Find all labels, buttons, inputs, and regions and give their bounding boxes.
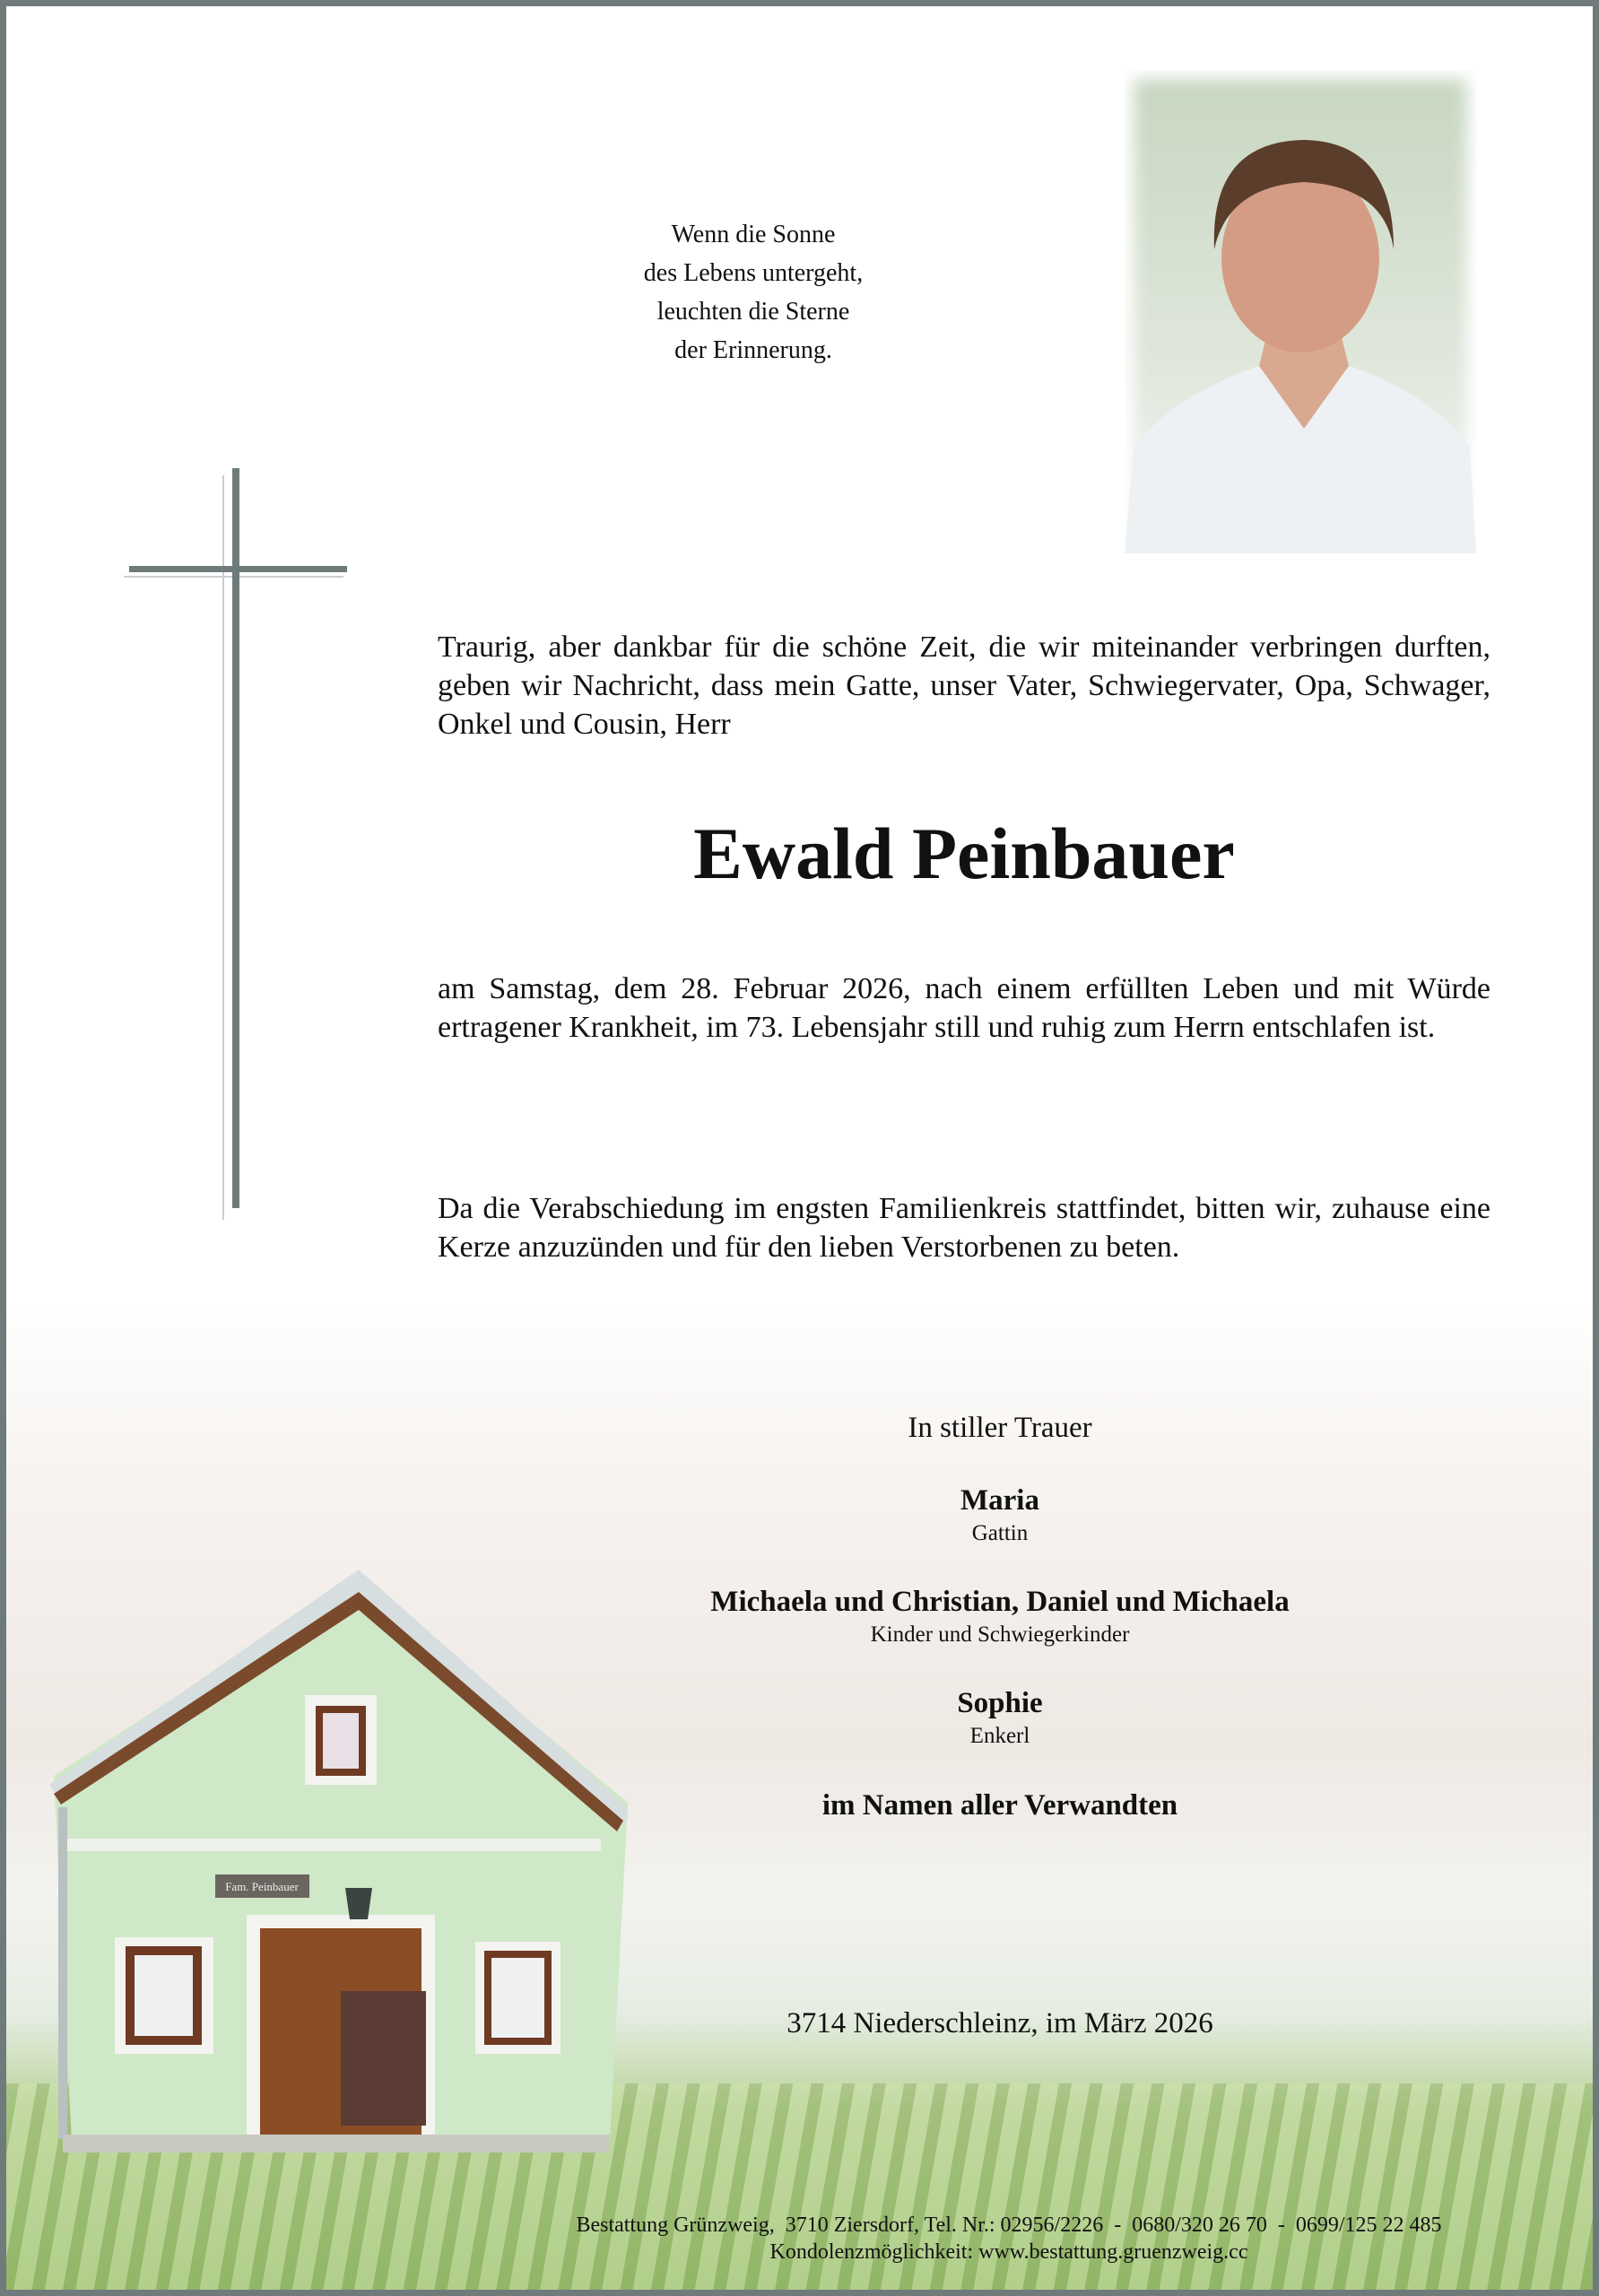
- mourner-names: Sophie: [957, 1687, 1043, 1719]
- poem-line: Wenn die Sonne: [671, 221, 836, 248]
- mourner-relation: Gattin: [971, 1521, 1029, 1545]
- portrait-photo: [1125, 70, 1476, 553]
- mourner-names: Michaela und Christian, Daniel und Michaela: [710, 1586, 1290, 1618]
- house-image: [36, 1570, 628, 2152]
- footer: [359, 2212, 1599, 2266]
- house-sign-text: Fam. Peinbauer: [225, 1880, 299, 1893]
- cross-icon: [232, 468, 239, 1208]
- place-date: 3714 Niederschleinz, im März 2026: [786, 2007, 1213, 2039]
- cross-shadow: [222, 475, 224, 1220]
- mourner-relation: Kinder und Schwiegerkinder: [870, 1622, 1130, 1647]
- poem-line: des Lebens untergeht,: [643, 259, 864, 287]
- mourner-names: Maria: [960, 1484, 1039, 1517]
- farewell-text: Da die Verabschiedung im engsten Familienkreis stattfindet, bitten wir, zuhause eine Kerze anzuzünden und für den lieben Verstorbenen zu beten.: [438, 1192, 1490, 1264]
- death-text: am Samstag, dem 28. Februar 2026, nach einem erfüllten Leben und mit Würde ertragener Krankheit, im 73. Lebensjahr still und ruhig zum Herrn entschlafen ist.: [438, 972, 1490, 1044]
- deceased-name: Ewald Peinbauer: [693, 813, 1235, 894]
- funeral-home-contact: Bestattung Grünzweig, 3710 Ziersdorf, Tel. Nr.: 02956/2226 - 0680/320 26 70 - 0699/125 22 485: [576, 2213, 1442, 2237]
- mourner-relation: Enkerl: [969, 1724, 1030, 1748]
- intro-text: Traurig, aber dankbar für die schöne Zeit, die wir miteinander verbringen durften, geben wir Nachricht, dass mein Gatte, unser Vater, Schwiegervater, Opa, Schwager, Onkel und Cousin, Herr: [438, 631, 1490, 741]
- condolence-link[interactable]: Kondolenzmöglichkeit: www.bestattung.gruenzweig.cc: [769, 2240, 1248, 2264]
- poem: [574, 215, 933, 370]
- mourners-closing: im Namen aller Verwandten: [821, 1789, 1178, 1822]
- poem-line: leuchten die Sterne: [656, 298, 850, 326]
- poem-line: der Erinnerung.: [674, 336, 832, 364]
- mourners-heading: In stiller Trauer: [908, 1412, 1092, 1444]
- cross-icon: [129, 566, 347, 572]
